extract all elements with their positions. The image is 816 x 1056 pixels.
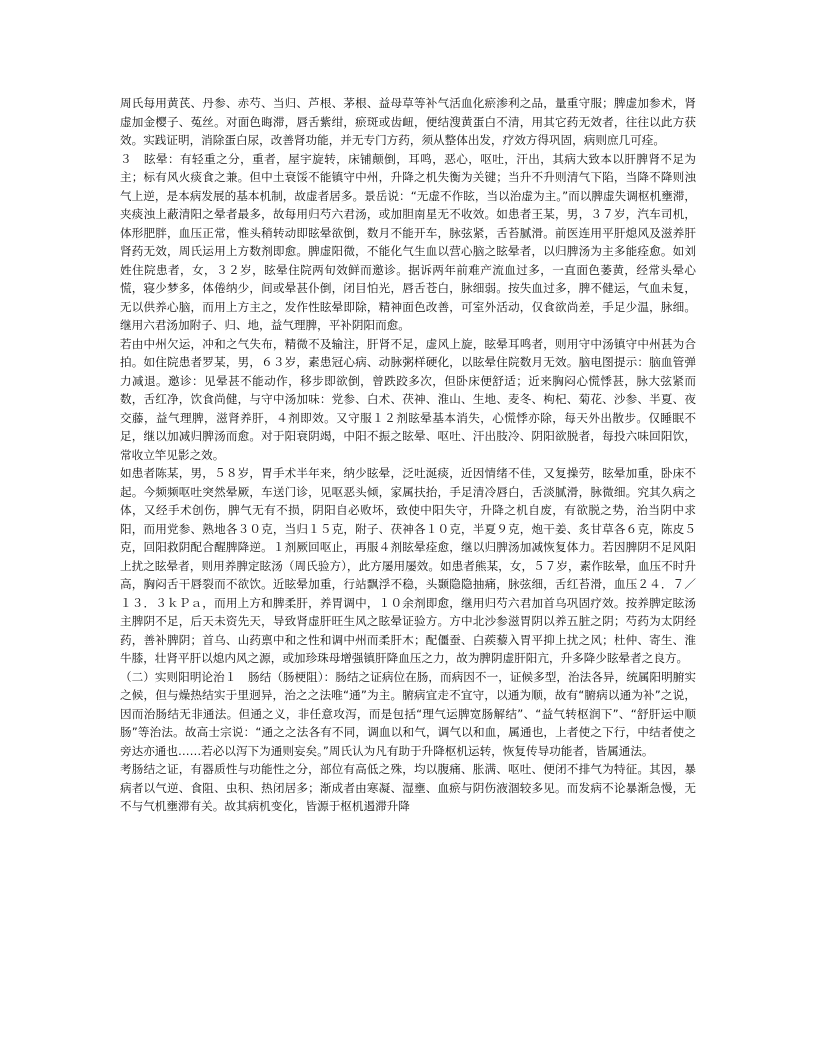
paragraph-5: （二）实则阳明论治１ 肠结（肠梗阻）：肠结之证病位在肠，而病因不一，证候多型，治法各异，统属阳明腑实之候，但与燥热结实于里迥异，治之之法唯“通”为主。腑病宜走不宜守，以通为顺，故有“腑病以通为补”之说，因而治肠结无非通法。但通之义，非任意攻泻，而是包括“理气运脾宽肠解结”、“益气转枢润下”、“舒肝运中顺肠”等治法。故高士宗说：“通之之法各有不同，调血以和气，调气以和血，属通也，上者使之下行，中结者使之旁达亦通也……若必以泻下为通则妄矣。”周氏认为凡有助于升降枢机运转，恢复传导功能者，皆属通法。: [120, 669, 696, 758]
paragraph-6: 考肠结之证，有器质性与功能性之分，部位有高低之殊，均以腹痛、胀满、呕吐、便闭不排气为特征。其因，暴病者以气逆、食阻、虫积、热闭居多；渐成者由寒凝、湿壅、血瘀与阴伤液涸较多见。而发病不论暴渐急慢，无不与气机壅滞有关。故其病机变化，皆源于枢机遏滞升降: [120, 762, 696, 813]
paragraph-4: 如患者陈某，男，５８岁，胃手术半年来，纳少眩晕，泛吐涎痰，近因情绪不佳，又复操劳，眩晕加重，卧床不起。今频频呕吐突然晕厥，车送门诊，见呕恶头倾，家属扶抬，手足清冷唇白，舌淡腻滑，脉微细。究其久病之体，又经手术创伤，脾气无有不损，阴阳自必败坏，致使中阳失守，升降之机自废，有欲脱之势，治当阴中求阳，而用党参、熟地各３０克，当归１５克，附子、茯神各１０克，半夏９克，炮干姜、炙甘草各６克，陈皮５克，回阳救阴配合醒脾降逆。１剂厥回呕止，再服４剂眩晕痊愈，继以归脾汤加减恢复体力。若因脾阴不足风阳上扰之眩晕者，则用养脾定眩汤（周氏验方），此方屡用屡效。如患者熊某，女，５７岁，素作眩晕，血压不时升高，胸闷舌干唇裂而不欲饮。近眩晕加重，行站飘浮不稳，头颞隐隐抽痛，脉弦细，舌红苔滑，血压２４．７／１３．３ｋＰａ，而用上方和脾柔肝，养胃调中，１０余剂即愈，继用归芍六君加首乌巩固疗效。按养脾定眩汤主脾阴不足，后天未资先天，导致肾虚肝旺生风之眩晕证验方。方中北沙参滋胃阴以养五脏之阴；芍药为太阴经药，善补脾阴；首乌、山药禀中和之性和调中州而柔肝木；配僵蚕、白蒺藜入胃平抑上扰之风；杜仲、寄生、淮牛膝，壮肾平肝以熄内风之源，或加珍珠母增强镇肝降血压之力，故为脾阴虚肝阳亢，升多降少眩晕者之良方。: [120, 466, 696, 665]
paragraph-3: 若由中州欠运，冲和之气失布，精微不及输注，肝肾不足，虚风上旋，眩晕耳鸣者，则用守中汤镇守中州甚为合拍。如住院患者罗某，男，６３岁，素患冠心病、动脉粥样硬化，以眩晕住院数月无效。脑电图提示：脑血管弹力减退。邀诊：见晕甚不能动作，移步即欲倒，曾跌跤多次，但卧床便舒适；近来胸闷心慌悸甚，脉大弦紧而数，舌红净，饮食尚健，与守中汤加味：党参、白术、茯神、淮山、生地、麦冬、枸杞、菊花、沙参、半夏、夜交藤，益气理脾，滋肾养肝，４剂即效。又守服１２剂眩晕基本消失，心慌悸亦除，每天外出散步。仅睡眠不足，继以加减归脾汤而愈。对于阳衰阴竭，中阳不振之眩晕、呕吐、汗出肢冷、阴阳欲脱者，每投六味回阳饮，常收立竿见影之效。: [120, 336, 696, 462]
paragraph-1: 周氏每用黄芪、丹参、赤芍、当归、芦根、茅根、益母草等补气活血化瘀渗利之品，量重守服；脾虚加参术，肾虚加金樱子、菟丝。对面色晦滞，唇舌紫绀，瘀斑或齿衄，便结溲黄蛋白不清，用其它药无效者，往往以此方获效。实践证明，消除蛋白尿，改善肾功能，并无专门方药，须从整体出发，疗效方得巩固，病则庶几可痊。: [120, 96, 696, 147]
paragraph-2: ３ 眩晕：有轻重之分，重者，屋宇旋转，床铺颠倒，耳鸣，恶心，呕吐，汗出，其病大致本以肝脾肾不足为主；标有风火痰食之兼。但中土衰馁不能镇守中州，升降之机失衡为关键；当升不升则清气下陷，当降不降则浊气上逆，是本病发展的基本机制，故虚者居多。景岳说：“无虚不作眩，当以治虚为主。”而以脾虚失调枢机壅滞，夹痰浊上蔽清阳之晕者最多，故每用归芍六君汤，或加胆南星无不收效。如患者王某，男，３７岁，汽车司机，体形肥胖，血压正常，惟头稍转动即眩晕欲倒，数月不能开车，脉弦紧，舌苔腻滑。前医连用平肝熄风及滋养肝肾药无效，周氏运用上方数剂即愈。脾虚阳微，不能化气生血以营心脑之眩晕者，以归脾汤为主多能痊愈。如刘姓住院患者，女，３２岁，眩晕住院两旬效鲜而邀诊。据诉两年前难产流血过多，一直面色萎黄，经常头晕心慌，寝少梦多，体倦纳少，间或晕甚仆倒，闭目怕光，唇舌苍白，脉细弱。按失血过多，脾不健运，气血未复，无以供养心脑，而用上方主之，发作性眩晕即除，精神面色改善，可室外活动，仅食欲尚差，手足少温，脉细。继用六君汤加附子、归、地，益气理脾，平补阴阳而愈。: [120, 151, 696, 332]
document-page: [120, 94, 696, 816]
